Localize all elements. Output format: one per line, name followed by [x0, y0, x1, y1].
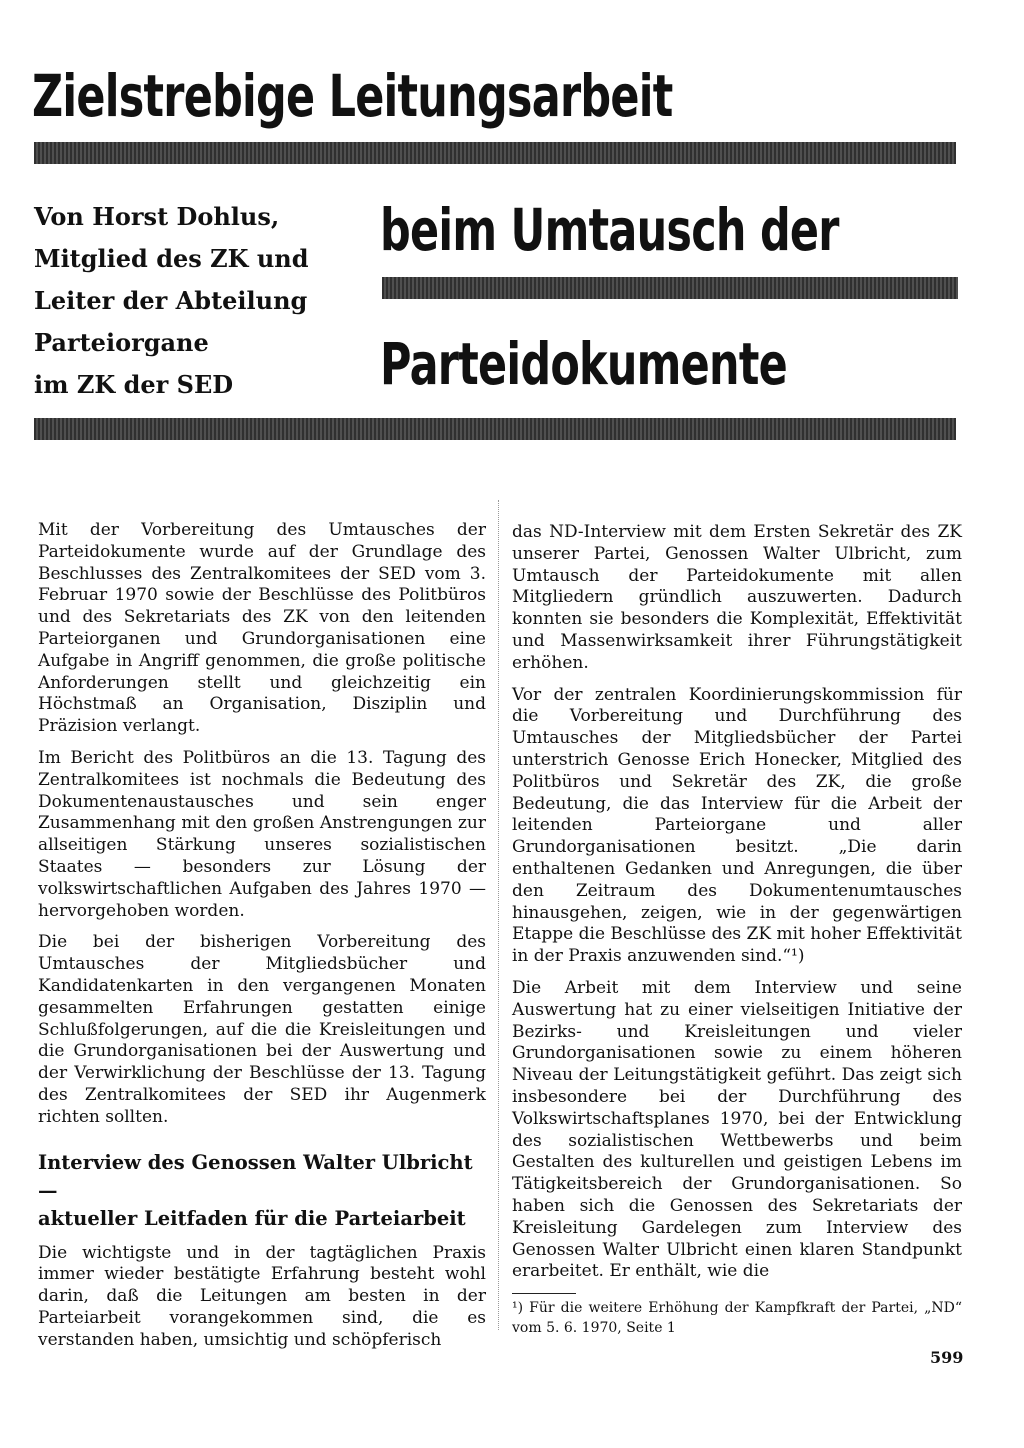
byline-line: Leiter der Abteilung: [34, 286, 308, 315]
left-column: [38, 520, 486, 1362]
paragraph: Die wichtigste und in der tagtäglichen Praxis immer wieder bestätigte Erfahrung besteht wohl darin, daß die Leitungen am besten in der Parteiarbeit vorangekommen sind, die es verstanden haben, umsichtig und schöpferisch: [38, 1242, 486, 1350]
headline-line-3: Parteidokumente: [380, 330, 787, 398]
paragraph: Im Bericht des Politbüros an die 13. Tagung des Zentralkomitees ist nochmals die Bedeutung des Dokumentenaustausches und sein enger Zusammenhang mit den großen Anstrengungen zur allseitigen Stärkung unseres sozialistischen Staates — besonders zur Lösung der volkswirtschaftlichen Aufgaben des Jahres 1970 — hervorgehoben worden.: [38, 747, 486, 921]
footnote: ¹) Für die weitere Erhöhung der Kampfkraft der Partei, „ND“ vom 5. 6. 1970, Seite 1: [512, 1300, 962, 1337]
page-number: 599: [930, 1348, 964, 1367]
section-subheading: [38, 1149, 486, 1233]
footnote-rule: [512, 1293, 576, 1294]
byline-line: Mitglied des ZK und: [34, 244, 309, 273]
headline-rule-top: [34, 142, 956, 164]
paragraph: Die Arbeit mit dem Interview und seine Auswertung hat zu einer vielseitigen Initiative der Bezirks- und Kreisleitungen und vieler Grundorganisationen sowie zu einem höheren Niveau der Leitungstätigkeit geführt. Das zeigt sich insbesondere bei der Durchführung des Volkswirtschaftsplanes 1970, bei der Entwicklung des sozialistischen Wettbewerbs und beim Gestalten des kulturellen und geistigen Lebens im Tätigkeitsbereich der Grundorganisationen. So haben sich die Genossen des Sekretariats der Kreisleitung Gardelegen zum Interview des Genossen Walter Ulbricht einen klaren Standpunkt erarbeitet. Er enthält, wie die: [512, 977, 962, 1282]
headline-rule-bottom: [34, 418, 956, 440]
headline-line-2: beim Umtausch der: [380, 196, 839, 264]
subheading-line: Interview des Genossen Walter Ulbricht —: [38, 1150, 473, 1202]
headline-rule-middle: [382, 277, 958, 299]
right-column: [512, 522, 962, 1348]
paragraph: das ND-Interview mit dem Ersten Sekretär des ZK unserer Partei, Genossen Walter Ulbricht, zum Umtausch der Parteidokumente mit allen Mitgliedern gründlich auszuwerten. Dadurch konnten sie besonders die Komplexität, Effektivität und Massenwirksamkeit ihrer Führungstätigkeit erhöhen.: [512, 522, 962, 673]
author-byline: [34, 196, 364, 406]
column-divider: [498, 500, 499, 1330]
paragraph: Vor der zentralen Koordinierungskommission für die Vorbereitung und Durchführung des Umtausches der Mitgliedsbücher der Partei unterstrich Genosse Erich Honecker, Mitglied des Politbüros und Sekretär des ZK, die große Bedeutung, die das Interview für die Arbeit der leitenden Parteiorgane und aller Grundorganisationen besitzt. „Die darin enthaltenen Gedanken und Anregungen, die über den Zeitraum des Dokumentenumtausches hinausgehen, zeigen, wie in der gegenwärtigen Etappe die Beschlüsse des ZK mit hoher Effektivität in der Praxis anzuwenden sind.“¹): [512, 684, 962, 967]
byline-line: im ZK der SED: [34, 370, 234, 399]
byline-line: Parteiorgane: [34, 328, 209, 357]
paragraph: Mit der Vorbereitung des Umtausches der Parteidokumente wurde auf der Grundlage des Beschlusses des Zentralkomitees der SED vom 3. Februar 1970 sowie der Beschlüsse des Politbüros und des Sekretariats des ZK von den leitenden Parteiorganen und Grundorganisationen eine Aufgabe in Angriff genommen, die große politische Anforderungen stellt und gleichzeitig ein Höchstmaß an Organisation, Disziplin und Präzision verlangt.: [38, 520, 486, 737]
byline-line: Von Horst Dohlus,: [34, 202, 280, 231]
headline-line-1: Zielstrebige Leitungsarbeit: [32, 62, 673, 130]
paragraph: Die bei der bisherigen Vorbereitung des Umtausches der Mitgliedsbücher und Kandidatenkarten in den vergangenen Monaten gesammelten Erfahrungen gestatten einige Schlußfolgerungen, auf die die Kreisleitungen und die Grundorganisationen bei der Auswertung und der Verwirklichung der Beschlüsse der 13. Tagung des Zentralkomitees der SED ihr Augenmerk richten sollten.: [38, 932, 486, 1127]
subheading-line: aktueller Leitfaden für die Parteiarbeit: [38, 1206, 466, 1230]
